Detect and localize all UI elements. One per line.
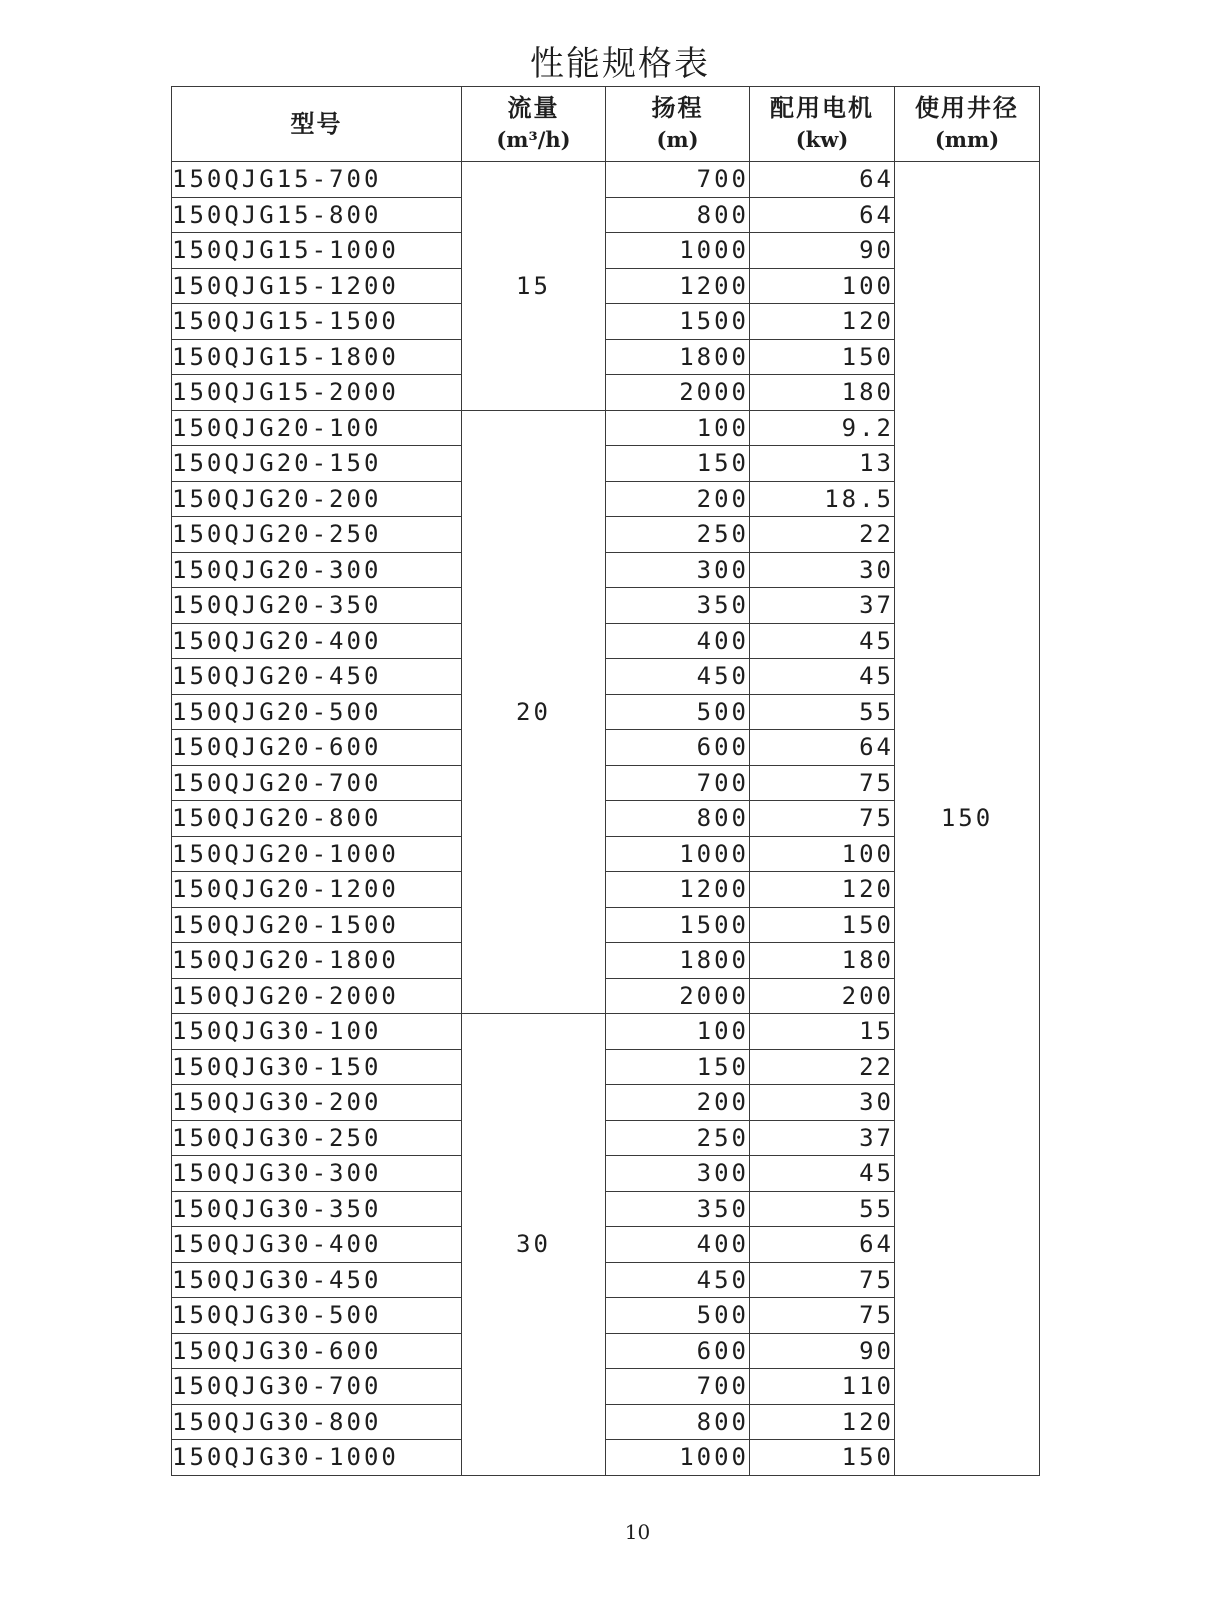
cell-power: 55 <box>750 694 895 730</box>
cell-flow: 30 <box>462 1014 606 1476</box>
cell-head: 400 <box>606 1227 750 1263</box>
cell-model: 150QJG15-1500 <box>172 304 462 340</box>
cell-head: 1000 <box>606 836 750 872</box>
cell-power: 120 <box>750 872 895 908</box>
cell-model: 150QJG15-1000 <box>172 233 462 269</box>
cell-power: 120 <box>750 1404 895 1440</box>
cell-model: 150QJG15-1200 <box>172 268 462 304</box>
cell-head: 200 <box>606 481 750 517</box>
cell-model: 150QJG20-300 <box>172 552 462 588</box>
cell-model: 150QJG20-400 <box>172 623 462 659</box>
cell-head: 250 <box>606 517 750 553</box>
cell-model: 150QJG30-100 <box>172 1014 462 1050</box>
cell-power: 22 <box>750 517 895 553</box>
cell-power: 150 <box>750 1440 895 1476</box>
cell-head: 700 <box>606 765 750 801</box>
cell-power: 64 <box>750 1227 895 1263</box>
cell-model: 150QJG20-350 <box>172 588 462 624</box>
cell-model: 150QJG20-1200 <box>172 872 462 908</box>
cell-model: 150QJG15-2000 <box>172 375 462 411</box>
header-power-unit: (kw) <box>795 127 849 152</box>
header-head-unit: (m) <box>656 127 699 152</box>
cell-power: 75 <box>750 1298 895 1334</box>
cell-power: 100 <box>750 268 895 304</box>
cell-model: 150QJG30-350 <box>172 1191 462 1227</box>
cell-power: 55 <box>750 1191 895 1227</box>
cell-head: 1200 <box>606 872 750 908</box>
cell-head: 200 <box>606 1085 750 1121</box>
cell-model: 150QJG20-700 <box>172 765 462 801</box>
cell-power: 30 <box>750 1085 895 1121</box>
cell-power: 120 <box>750 304 895 340</box>
cell-model: 150QJG20-500 <box>172 694 462 730</box>
cell-power: 75 <box>750 1262 895 1298</box>
cell-head: 800 <box>606 1404 750 1440</box>
header-power <box>750 87 895 162</box>
cell-model: 150QJG20-1800 <box>172 943 462 979</box>
cell-power: 64 <box>750 197 895 233</box>
cell-model: 150QJG30-800 <box>172 1404 462 1440</box>
cell-power: 75 <box>750 765 895 801</box>
cell-head: 2000 <box>606 978 750 1014</box>
cell-model: 150QJG30-600 <box>172 1333 462 1369</box>
cell-model: 150QJG30-450 <box>172 1262 462 1298</box>
cell-power: 110 <box>750 1369 895 1405</box>
cell-model: 150QJG20-250 <box>172 517 462 553</box>
cell-power: 9.2 <box>750 410 895 446</box>
page-number: 10 <box>624 1520 651 1544</box>
cell-power: 75 <box>750 801 895 837</box>
header-well <box>895 87 1040 162</box>
cell-power: 45 <box>750 1156 895 1192</box>
cell-head: 100 <box>606 1014 750 1050</box>
cell-head: 700 <box>606 1369 750 1405</box>
cell-head: 1500 <box>606 304 750 340</box>
cell-head: 700 <box>606 162 750 198</box>
cell-head: 1200 <box>606 268 750 304</box>
header-head-label: 扬程 <box>651 94 704 122</box>
cell-head: 1800 <box>606 339 750 375</box>
cell-model: 150QJG15-800 <box>172 197 462 233</box>
cell-head: 600 <box>606 730 750 766</box>
cell-power: 150 <box>750 339 895 375</box>
table-body <box>172 162 1040 1476</box>
cell-head: 500 <box>606 1298 750 1334</box>
cell-model: 150QJG15-700 <box>172 162 462 198</box>
cell-power: 64 <box>750 730 895 766</box>
cell-model: 150QJG20-800 <box>172 801 462 837</box>
header-well-label: 使用井径 <box>915 94 1019 122</box>
cell-model: 150QJG20-100 <box>172 410 462 446</box>
cell-head: 400 <box>606 623 750 659</box>
cell-power: 200 <box>750 978 895 1014</box>
cell-head: 500 <box>606 694 750 730</box>
cell-head: 250 <box>606 1120 750 1156</box>
cell-head: 350 <box>606 588 750 624</box>
cell-model: 150QJG30-500 <box>172 1298 462 1334</box>
table-row <box>172 162 1040 198</box>
header-flow <box>462 87 606 162</box>
cell-flow: 15 <box>462 162 606 411</box>
cell-flow: 20 <box>462 410 606 1014</box>
cell-power: 90 <box>750 1333 895 1369</box>
cell-power: 180 <box>750 375 895 411</box>
cell-model: 150QJG30-250 <box>172 1120 462 1156</box>
cell-head: 2000 <box>606 375 750 411</box>
cell-well-diameter: 150 <box>895 162 1040 1476</box>
cell-power: 45 <box>750 623 895 659</box>
cell-power: 180 <box>750 943 895 979</box>
cell-head: 150 <box>606 1049 750 1085</box>
cell-power: 37 <box>750 1120 895 1156</box>
page-title: 性能规格表 <box>530 44 710 84</box>
cell-model: 150QJG20-450 <box>172 659 462 695</box>
header-model-label: 型号 <box>290 110 343 138</box>
cell-model: 150QJG30-300 <box>172 1156 462 1192</box>
cell-power: 13 <box>750 446 895 482</box>
cell-head: 300 <box>606 552 750 588</box>
cell-power: 37 <box>750 588 895 624</box>
cell-model: 150QJG20-1500 <box>172 907 462 943</box>
cell-power: 90 <box>750 233 895 269</box>
cell-head: 300 <box>606 1156 750 1192</box>
cell-head: 1000 <box>606 233 750 269</box>
cell-head: 800 <box>606 197 750 233</box>
header-well-unit: (mm) <box>934 127 1000 152</box>
header-flow-label: 流量 <box>507 94 560 122</box>
cell-power: 150 <box>750 907 895 943</box>
cell-model: 150QJG30-700 <box>172 1369 462 1405</box>
cell-model: 150QJG20-200 <box>172 481 462 517</box>
cell-model: 150QJG20-2000 <box>172 978 462 1014</box>
cell-head: 150 <box>606 446 750 482</box>
cell-model: 150QJG15-1800 <box>172 339 462 375</box>
cell-power: 18.5 <box>750 481 895 517</box>
cell-model: 150QJG20-600 <box>172 730 462 766</box>
cell-power: 22 <box>750 1049 895 1085</box>
header-flow-unit: (m³/h) <box>496 127 571 152</box>
header-model <box>172 87 462 162</box>
spec-table <box>171 86 1040 1476</box>
cell-model: 150QJG30-1000 <box>172 1440 462 1476</box>
header-power-label: 配用电机 <box>770 94 874 122</box>
cell-model: 150QJG30-150 <box>172 1049 462 1085</box>
cell-power: 64 <box>750 162 895 198</box>
cell-head: 1800 <box>606 943 750 979</box>
cell-head: 600 <box>606 1333 750 1369</box>
cell-head: 100 <box>606 410 750 446</box>
cell-model: 150QJG30-400 <box>172 1227 462 1263</box>
table-header <box>172 87 1040 162</box>
cell-model: 150QJG20-1000 <box>172 836 462 872</box>
cell-power: 45 <box>750 659 895 695</box>
cell-head: 450 <box>606 659 750 695</box>
cell-head: 1500 <box>606 907 750 943</box>
cell-power: 15 <box>750 1014 895 1050</box>
cell-power: 100 <box>750 836 895 872</box>
cell-model: 150QJG30-200 <box>172 1085 462 1121</box>
cell-model: 150QJG20-150 <box>172 446 462 482</box>
cell-power: 30 <box>750 552 895 588</box>
cell-head: 450 <box>606 1262 750 1298</box>
header-head <box>606 87 750 162</box>
cell-head: 1000 <box>606 1440 750 1476</box>
cell-head: 800 <box>606 801 750 837</box>
cell-head: 350 <box>606 1191 750 1227</box>
